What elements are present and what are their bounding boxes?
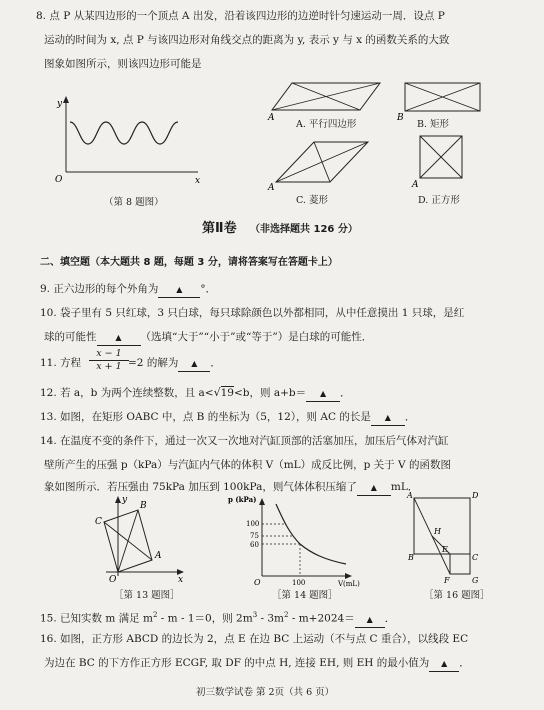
q8-line2: 运动的时间为 x, 点 P 与该四边形对角线交点的距离为 y, 表示 y 与 x 的函数关系的大致 (44, 34, 450, 46)
q8-graph-x: x (195, 176, 201, 186)
q8-graph-y: y (57, 99, 63, 109)
q13: 13. 如图，在矩形 OABC 中，点 B 的坐标为（5，12），则 AC 的长是 ▲ ． (40, 410, 415, 426)
svg-text:E: E (442, 545, 448, 554)
svg-text:B: B (397, 113, 404, 123)
q8-graph-origin: O (55, 175, 63, 185)
svg-text:B: B (408, 553, 414, 562)
option-c-label[interactable]: C. 菱形 (296, 195, 328, 206)
q8-y-arrow (63, 96, 69, 103)
svg-text:100: 100 (292, 579, 306, 587)
q8-curve (70, 122, 178, 144)
q15-answer-blank[interactable]: ▲ (355, 613, 385, 628)
option-d-label[interactable]: D. 正方形 (418, 195, 460, 206)
fig13 (92, 494, 187, 586)
svg-text:H: H (434, 527, 441, 536)
option-b-label[interactable]: B. 矩形 (417, 119, 450, 130)
svg-text:A: A (268, 183, 275, 193)
fig16-caption: ［第 16 题图］ (424, 590, 490, 601)
option-a-label[interactable]: A. 平行四边形 (296, 119, 357, 130)
fig16 (404, 490, 484, 585)
q11-rest: =2 的解为 ▲ ． (128, 356, 221, 372)
q8-fig-caption: （第 8 题图） (104, 197, 164, 208)
q15: 15. 已知实数 m 满足 $m^2 - m - 1=0$，则 $2m^3 - 3m^2 - m+2024=$ ▲ ． (40, 608, 395, 628)
q13-answer-blank[interactable]: ▲ (371, 411, 405, 426)
q9-answer-blank[interactable]: ▲ (158, 283, 200, 298)
q16-line2: 为边在 BC 的下方作正方形 ECGF, 取 DF 的中点 H, 连接 EH, 则 EH 的最小值为 ▲ ． (44, 656, 470, 672)
fig13-caption: ［第 13 题图］ (114, 590, 180, 601)
page-footer: 初三数学试卷 第 2页（共 6 页） (196, 687, 335, 698)
svg-text:100: 100 (246, 520, 260, 528)
q10-line2: 球的可能性 ▲ （选填“大于”“小于”或“等于”）是白球的可能性． (44, 330, 372, 346)
option-c-figure (268, 138, 378, 193)
fig14-caption: ［第 14 题图］ (272, 590, 338, 601)
option-a-figure (268, 80, 385, 123)
svg-text:75: 75 (250, 532, 259, 540)
svg-text:O: O (109, 575, 117, 585)
q14-line1: 14. 在温度不变的条件下，通过一次又一次地对汽缸顶部的活塞加压，加压后气体对汽缸 (40, 435, 449, 447)
q10-answer-blank[interactable]: ▲ (97, 331, 141, 346)
svg-text:O: O (254, 578, 261, 587)
q12-answer-blank[interactable]: ▲ (306, 387, 340, 402)
svg-text:y: y (122, 495, 128, 505)
q14-answer-blank[interactable]: ▲ (357, 481, 391, 496)
svg-text:p (kPa): p (kPa) (228, 495, 257, 504)
svg-text:A: A (268, 113, 275, 123)
q11-fraction: x − 1 x + 1 (89, 348, 129, 373)
svg-text:D: D (472, 491, 479, 500)
fig14 (228, 494, 363, 586)
svg-text:C: C (472, 553, 479, 562)
q10-line1: 10. 袋子里有 5 只红球，3 只白球，每只球除颜色以外都相同，从中任意摸出 1 只球，是红 (40, 307, 465, 319)
svg-text:C: C (95, 517, 102, 527)
option-b-figure (395, 78, 495, 123)
svg-text:A: A (412, 180, 419, 190)
svg-text:60: 60 (250, 541, 259, 549)
svg-text:B: B (140, 501, 147, 511)
q11-prefix: 11. 方程 (40, 357, 82, 369)
part2-title: 第Ⅱ卷 (202, 221, 237, 236)
svg-text:G: G (472, 576, 479, 585)
section2-heading: 二、填空题（本大题共 8 题，每题 3 分，请将答案写在答题卡上） (40, 257, 338, 268)
q14-line3: 象如图所示．若压强由 75kPa 加压到 100kPa，则气体体积压缩了 ▲ mL． (44, 480, 418, 496)
q16-answer-blank[interactable]: ▲ (429, 657, 459, 672)
q9: 9. 正六边形的每个外角为 ▲ °． (40, 282, 216, 298)
q8-line1: 8. 点 P 从某四边形的一个顶点 A 出发，沿着该四边形的边逆时针匀速运动一周．设点 P (36, 10, 445, 22)
q8-line3: 图象如图所示，则该四边形可能是 (44, 58, 202, 70)
fig14-curve (276, 504, 346, 564)
svg-text:V(mL): V(mL) (338, 580, 360, 588)
svg-text:A: A (407, 491, 413, 500)
q16-line1: 16. 如图，正方形 ABCD 的边长为 2，点 E 在边 BC 上运动（不与点 C 重合），以线段 EC (40, 633, 469, 645)
svg-text:A: A (155, 551, 162, 561)
q11-answer-blank[interactable]: ▲ (178, 357, 210, 372)
part2-subtitle: （非选择题共 126 分） (250, 224, 358, 235)
q8-graph (50, 92, 200, 192)
svg-text:x: x (178, 575, 184, 585)
q14-line2: 壁所产生的压强 p（kPa）与汽缸内气体的体积 V（mL）成反比例，p 关于 V 的函数图 (44, 459, 451, 471)
svg-text:F: F (444, 576, 450, 585)
q12: 12. 若 a，b 为两个连续整数，且 a<√19<b，则 a+b＝ ▲ ． (40, 386, 351, 402)
fig16-square-ecgf (450, 554, 470, 574)
option-d-figure (412, 132, 472, 188)
